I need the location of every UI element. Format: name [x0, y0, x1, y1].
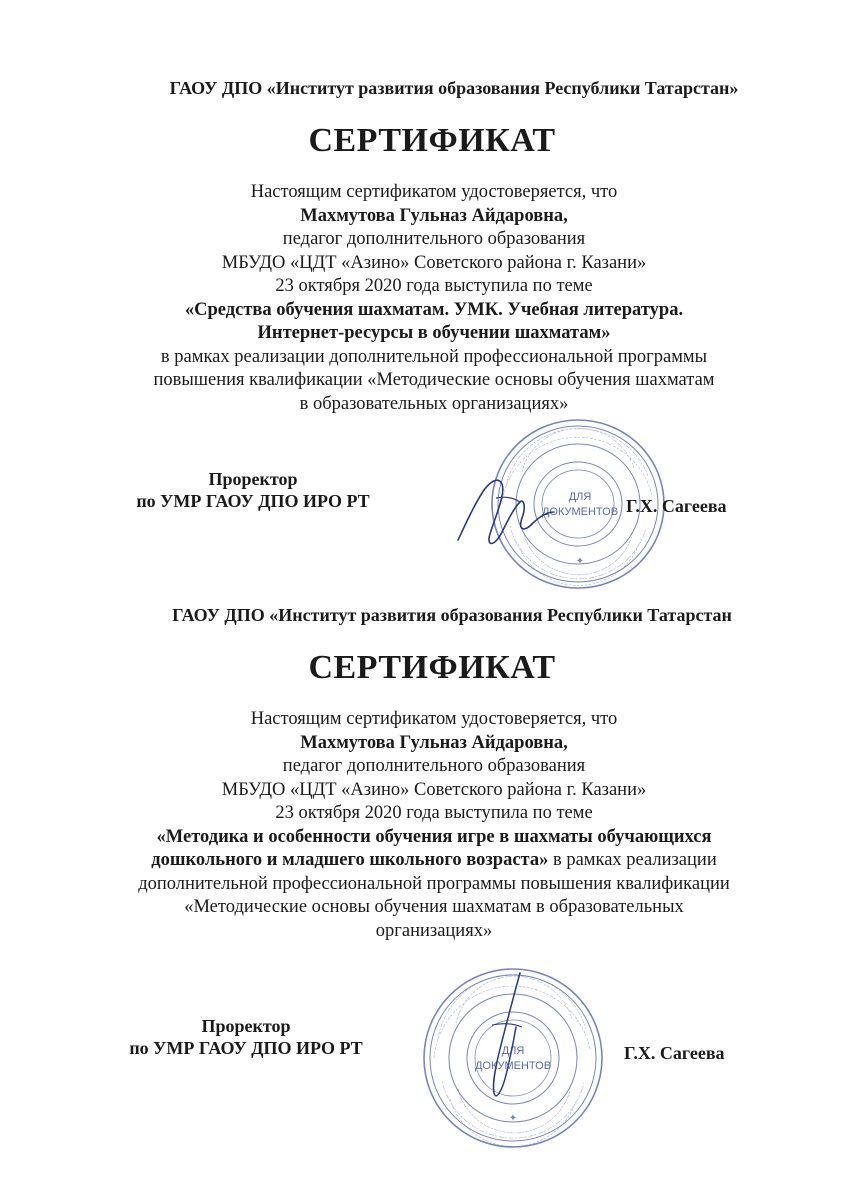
topic-line-2: дошкольного и младшего школьного возраста» — [151, 850, 549, 870]
recipient-organization: МБУДО «ЦДТ «Азино» Советского района г. Казани» — [221, 252, 647, 273]
handwritten-signature — [450, 468, 560, 558]
program-line-1: дополнительной профессиональной программы повышения квалификации — [138, 873, 730, 894]
certificate-body — [10, 181, 848, 416]
stamp-text-1: ДЛЯ — [568, 491, 592, 503]
recipient-organization: МБУДО «ЦДТ «Азино» Советского района г. Казани» — [221, 779, 647, 800]
topic-line-1: «Методика и особенности обучения игре в шахматы обучающихся — [156, 826, 712, 847]
intro-line: Настоящим сертификатом удостоверяется, что — [250, 709, 618, 729]
signer-name: Г.Х. Сагеева — [624, 1043, 725, 1063]
signer-name: Г.Х. Сагеева — [626, 496, 727, 516]
intro-line: Настоящим сертификатом удостоверяется, что — [250, 182, 618, 202]
signature-graphic — [470, 965, 540, 1115]
program-line-3: организациях» — [375, 920, 493, 941]
certificate-title: СЕРТИФИКАТ — [308, 649, 556, 686]
stamp-text-2: ДОКУМЕНТОВ — [474, 1060, 552, 1072]
signer-role-line-1: Проректор — [201, 1016, 291, 1036]
recipient-position: педагог дополнительного образования — [282, 229, 586, 249]
certificate-body — [10, 708, 848, 943]
organization-name: ГАОУ ДПО «Институт развития образования Республики Татарстан» — [169, 78, 739, 98]
handwritten-signature — [470, 965, 540, 1115]
stamp-text-2: ДОКУМЕНТОВ — [541, 506, 619, 518]
signer-role — [108, 1015, 384, 1059]
recipient-name: Махмутова Гульназ Айдаровна, — [300, 205, 568, 226]
recipient-position: педагог дополнительного образования — [282, 756, 586, 776]
program-line-3: в образовательных организациях» — [299, 393, 569, 414]
event-date-line: 23 октября 2020 года выступила по теме — [275, 276, 593, 296]
topic-line-2-wrapper — [10, 849, 848, 873]
signature-graphic — [450, 468, 560, 558]
organization-name: ГАОУ ДПО «Институт развития образования Республики Татарстан — [172, 605, 732, 625]
signer-role — [118, 468, 388, 512]
stamp-text-1: ДЛЯ — [501, 1045, 525, 1057]
certificate-title: СЕРТИФИКАТ — [308, 122, 556, 159]
program-line-2: «Методические основы обучения шахматам в образовательных — [184, 897, 684, 917]
signer-role-line-2: по УМР ГАОУ ДПО ИРО РТ — [129, 1038, 363, 1058]
event-date-line: 23 октября 2020 года выступила по теме — [275, 803, 593, 823]
svg-text:✦: ✦ — [575, 556, 585, 567]
signer-role-line-2: по УМР ГАОУ ДПО ИРО РТ — [136, 491, 370, 511]
svg-text:✦: ✦ — [508, 1113, 518, 1124]
topic-line-1: «Средства обучения шахматам. УМК. Учебная литература. — [184, 299, 684, 320]
program-intro: в рамках реализации — [548, 850, 717, 870]
program-line-2: повышения квалификации «Методические основы обучения шахматам — [153, 370, 715, 390]
topic-line-2: Интернет-ресурсы в обучении шахматам» — [257, 323, 611, 343]
program-line-1: в рамках реализации дополнительной профессиональной программы — [160, 346, 708, 367]
recipient-name: Махмутова Гульназ Айдаровна, — [300, 732, 568, 753]
signer-role-line-1: Проректор — [208, 469, 298, 489]
